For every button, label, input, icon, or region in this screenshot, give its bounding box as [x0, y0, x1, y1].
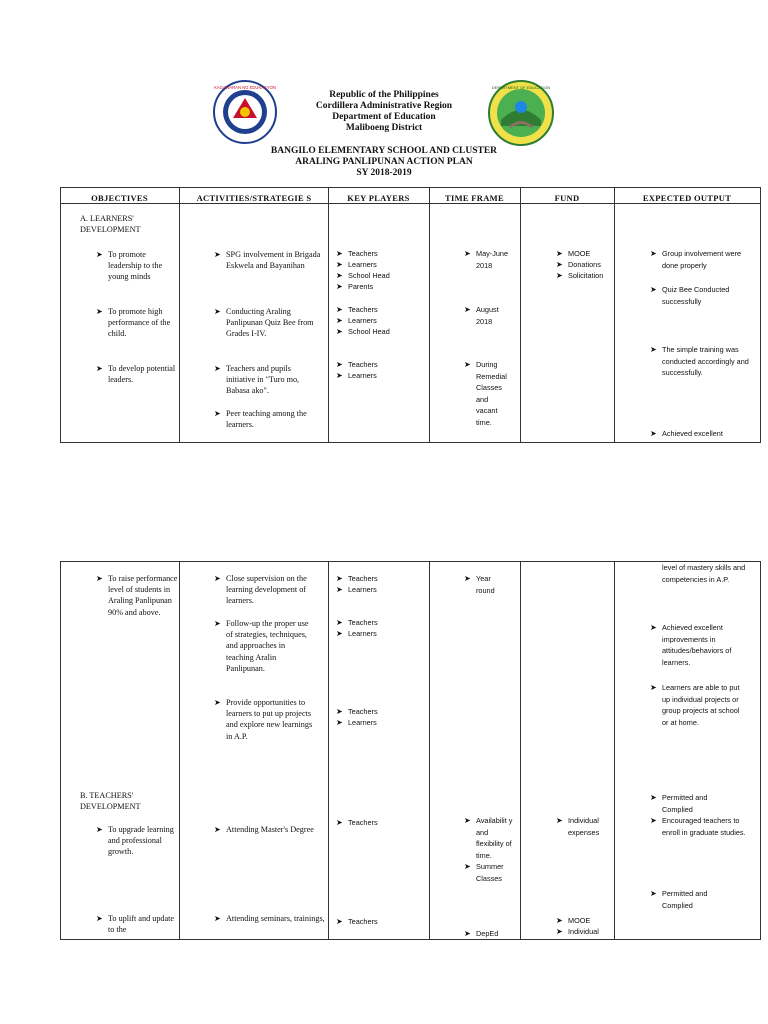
- list-item: ➤ Attending seminars, trainings,: [214, 914, 325, 923]
- list-item: ➤ To upgrade learning and professional growth.: [96, 825, 174, 857]
- list-item: ➤ Quiz Bee Conducted successfully: [650, 285, 730, 306]
- arrow-bullet-icon: ➤: [214, 914, 221, 923]
- list-item: ➤ Teachers: [336, 360, 378, 369]
- list-item: ➤ Teachers: [336, 249, 378, 258]
- header-line-region: Cordillera Administrative Region: [315, 101, 453, 111]
- arrow-bullet-icon: ➤: [214, 825, 221, 834]
- list-item: ➤ Group involvement were done properly: [650, 249, 742, 270]
- list-item: ➤ Teachers and pupils initiative in "Turo mo, Babasa ako".: [214, 364, 300, 396]
- section-learners-development: A. LEARNERS' DEVELOPMENT: [80, 214, 141, 235]
- list-item: ➤ May-June 2018: [464, 249, 509, 270]
- list-item: ➤ Teachers: [336, 618, 378, 627]
- list-item: ➤ School Head: [336, 271, 390, 280]
- list-item: ➤ School Head: [336, 327, 390, 336]
- col-header-fund: FUND: [554, 193, 580, 203]
- list-item: ➤ Parents: [336, 282, 374, 291]
- list-item: ➤ Learners: [336, 585, 377, 594]
- arrow-bullet-icon: ➤: [214, 574, 221, 583]
- action-plan-table-page2: [60, 561, 761, 940]
- list-item: ➤ MOOE: [556, 249, 591, 258]
- list-item: ➤ Summer Classes: [464, 862, 504, 883]
- arrow-bullet-icon: ➤: [214, 409, 221, 418]
- col-header-objectives: OBJECTIVES: [91, 193, 148, 203]
- logo-left-text: KAGAWARAN NG EDUKASYON: [214, 85, 276, 90]
- list-item: ➤ Teachers: [336, 818, 378, 827]
- list-item: ➤ Close supervision on the learning development of learners.: [214, 574, 307, 606]
- list-item: ➤ Attending Master's Degree: [214, 825, 314, 834]
- list-item: ➤ SPG involvement in Brigada Eskwela and Bayanihan: [214, 250, 321, 271]
- list-item: ➤ Conducting Araling Panlipunan Quiz Bee from Grades I-IV.: [214, 307, 314, 339]
- list-item: ➤ Availabilit y and flexibility of time.: [464, 816, 513, 860]
- list-item: ➤ Learners are able to put up individual projects or group projects at school or at home.: [650, 683, 740, 727]
- action-plan-table-page1: [60, 187, 761, 443]
- header-line-republic: Republic of the Philippines: [329, 90, 439, 100]
- list-item: ➤ Year round: [464, 574, 495, 595]
- col-header-activities: ACTIVITIES/STRATEGIE S: [196, 193, 312, 203]
- list-item: ➤ To uplift and update to the: [96, 914, 175, 935]
- list-item: ➤ Provide opportunities to learners to put up projects and explore new learnings in A.P.: [214, 698, 313, 741]
- list-item: ➤ Achieved excellent improvements in attitudes/behaviors of learners.: [650, 623, 732, 667]
- list-item: ➤ Donations: [556, 260, 601, 269]
- list-item: ➤ Learners: [336, 260, 377, 269]
- list-item: ➤ Follow-up the proper use of strategies, techniques, and approaches in teaching Aralin Panlipunan.: [214, 619, 309, 673]
- list-item: ➤ During Remedial Classes and vacant time.: [464, 360, 507, 427]
- list-item: ➤ Learners: [336, 371, 377, 380]
- arrow-bullet-icon: ➤: [96, 307, 103, 316]
- arrow-bullet-icon: ➤: [96, 574, 103, 583]
- logo-right-text: DEPARTMENT OF EDUCATION: [491, 85, 551, 90]
- arrow-bullet-icon: ➤: [96, 250, 103, 259]
- arrow-bullet-icon: ➤: [96, 825, 103, 834]
- list-item: ➤ To raise performance level of students in Araling Panlipunan 90% and above.: [96, 574, 178, 617]
- arrow-bullet-icon: ➤: [214, 698, 221, 707]
- list-item: ➤ The simple training was conducted accordingly and successfully.: [650, 345, 749, 377]
- list-item: ➤ Learners: [336, 316, 377, 325]
- arrow-bullet-icon: ➤: [214, 307, 221, 316]
- col-header-key-players: KEY PLAYERS: [347, 193, 410, 203]
- list-item: ➤ Learners: [336, 718, 377, 727]
- school-year: SY 2018-2019: [356, 168, 412, 178]
- output-continued: level of mastery skills and competencies in A.P.: [662, 563, 746, 584]
- arrow-bullet-icon: ➤: [214, 364, 221, 373]
- school-title: BANGILO ELEMENTARY SCHOOL AND CLUSTER: [270, 146, 498, 156]
- list-item: ➤ Learners: [336, 629, 377, 638]
- col-header-time-frame: TIME FRAME: [445, 193, 504, 203]
- list-item: ➤ Teachers: [336, 305, 378, 314]
- list-item: ➤ Achieved excellent: [650, 429, 723, 438]
- arrow-bullet-icon: ➤: [214, 250, 221, 259]
- section-teachers-development: B. TEACHERS' DEVELOPMENT: [80, 791, 141, 812]
- arrow-bullet-icon: ➤: [214, 619, 221, 628]
- list-item: ➤ Teachers: [336, 707, 378, 716]
- list-item: ➤ DepEd: [464, 929, 499, 938]
- list-item: ➤ Teachers: [336, 917, 378, 926]
- list-item: ➤ Individual expenses: [556, 816, 600, 837]
- list-item: ➤ Teachers: [336, 574, 378, 583]
- list-item: ➤ Solicitation: [556, 271, 604, 280]
- col-header-expected-output: EXPECTED OUTPUT: [642, 193, 732, 203]
- header-line-department: Department of Education: [332, 112, 436, 122]
- header-line-district: Maliboeng District: [345, 123, 423, 133]
- list-item: ➤ MOOE: [556, 916, 591, 925]
- arrow-bullet-icon: ➤: [96, 364, 103, 373]
- list-item: ➤ August 2018: [464, 305, 499, 326]
- list-item: ➤ Encouraged teachers to enroll in graduate studies.: [650, 816, 746, 837]
- plan-title: ARALING PANLIPUNAN ACTION PLAN: [295, 157, 473, 167]
- list-item: ➤ Permitted and Complied: [650, 889, 708, 910]
- list-item: ➤ To develop potential leaders.: [96, 364, 176, 385]
- list-item: ➤ Individual: [556, 927, 599, 936]
- list-item: ➤ To promote high performance of the child.: [96, 307, 171, 339]
- arrow-bullet-icon: ➤: [96, 914, 103, 923]
- list-item: ➤ Peer teaching among the learners.: [214, 409, 307, 430]
- list-item: ➤ To promote leadership to the young minds: [96, 250, 163, 282]
- list-item: ➤ Permitted and Complied: [650, 793, 708, 814]
